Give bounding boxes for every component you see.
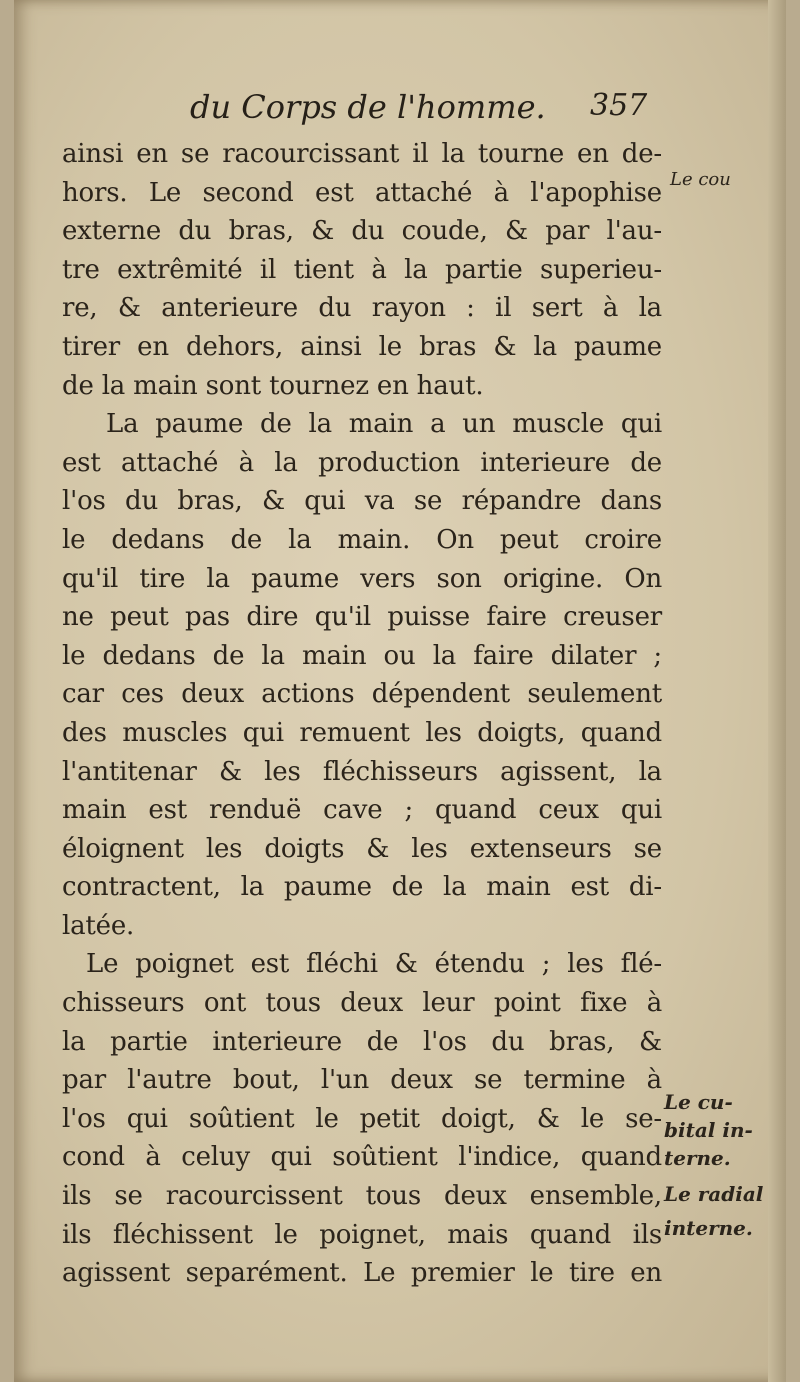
text-line: éloignent les doigts & les extenseurs se: [62, 833, 662, 864]
text-line: hors. Le second est attaché à l'apophise: [62, 177, 662, 208]
text-line: car ces deux actions dépendent seulement: [62, 679, 662, 710]
text-line: l'os du bras, & qui va se répandre dans: [62, 486, 662, 517]
text-line: ils se racourcissent tous deux ensemble,: [62, 1181, 662, 1212]
margin-note-radial-line1: Le radial: [664, 1182, 764, 1206]
text-line: l'os qui soûtient le petit doigt, & le se-: [62, 1103, 662, 1134]
text-line: re, & anterieure du rayon : il sert à la: [62, 293, 662, 324]
text-line: le dedans de la main. On peut croire: [62, 524, 662, 555]
text-line: main est renduë cave ; quand ceux qui: [62, 795, 662, 826]
text-line: agissent separément. Le premier le tire en: [62, 1258, 662, 1289]
text-line: ainsi en se racourcissant il la tourne en de-: [62, 139, 662, 169]
margin-note-cubital-line3: terne.: [664, 1146, 731, 1170]
text-line: cond à celuy qui soûtient l'indice, quand: [62, 1142, 662, 1173]
text-line: l'antitenar & les fléchisseurs agissent, la: [62, 756, 662, 787]
page-number: 357: [590, 88, 648, 123]
text-line: la partie interieure de l'os du bras, &: [62, 1026, 662, 1057]
text-line: le dedans de la main ou la faire dilater ;: [62, 640, 662, 671]
text-line: qu'il tire la paume vers son origine. On: [62, 563, 662, 594]
text-line: tre extrêmité il tient à la partie superieu-: [62, 254, 662, 285]
text-line: contractent, la paume de la main est di-: [62, 872, 662, 903]
margin-note-cou: Le cou: [670, 169, 731, 190]
text-line: latée.: [62, 910, 135, 941]
text-line: des muscles qui remuent les doigts, quand: [62, 717, 662, 748]
text-line: tirer en dehors, ainsi le bras & la paume: [62, 331, 662, 362]
paragraph-first-line: Le poignet est fléchi & étendu ; les flé-: [86, 949, 662, 980]
text-line: est attaché à la production interieure de: [62, 447, 662, 478]
text-line: externe du bras, & du coude, & par l'au-: [62, 216, 662, 247]
margin-note-radial-line2: interne.: [664, 1216, 753, 1240]
margin-note-cubital-line2: bital in-: [664, 1118, 753, 1142]
running-title: du Corps de l'homme.: [190, 88, 546, 126]
text-line: chisseurs ont tous deux leur point fixe à: [62, 988, 662, 1019]
text-line: ne peut pas dire qu'il puisse faire creuser: [62, 602, 662, 633]
margin-note-cubital-line1: Le cu-: [664, 1090, 733, 1114]
text-line: par l'autre bout, l'un deux se termine à: [62, 1065, 662, 1096]
paragraph-first-line: La paume de la main a un muscle qui: [106, 409, 662, 440]
text-line: de la main sont tournez en haut.: [62, 370, 484, 401]
text-line: ils fléchissent le poignet, mais quand ils: [62, 1219, 662, 1250]
